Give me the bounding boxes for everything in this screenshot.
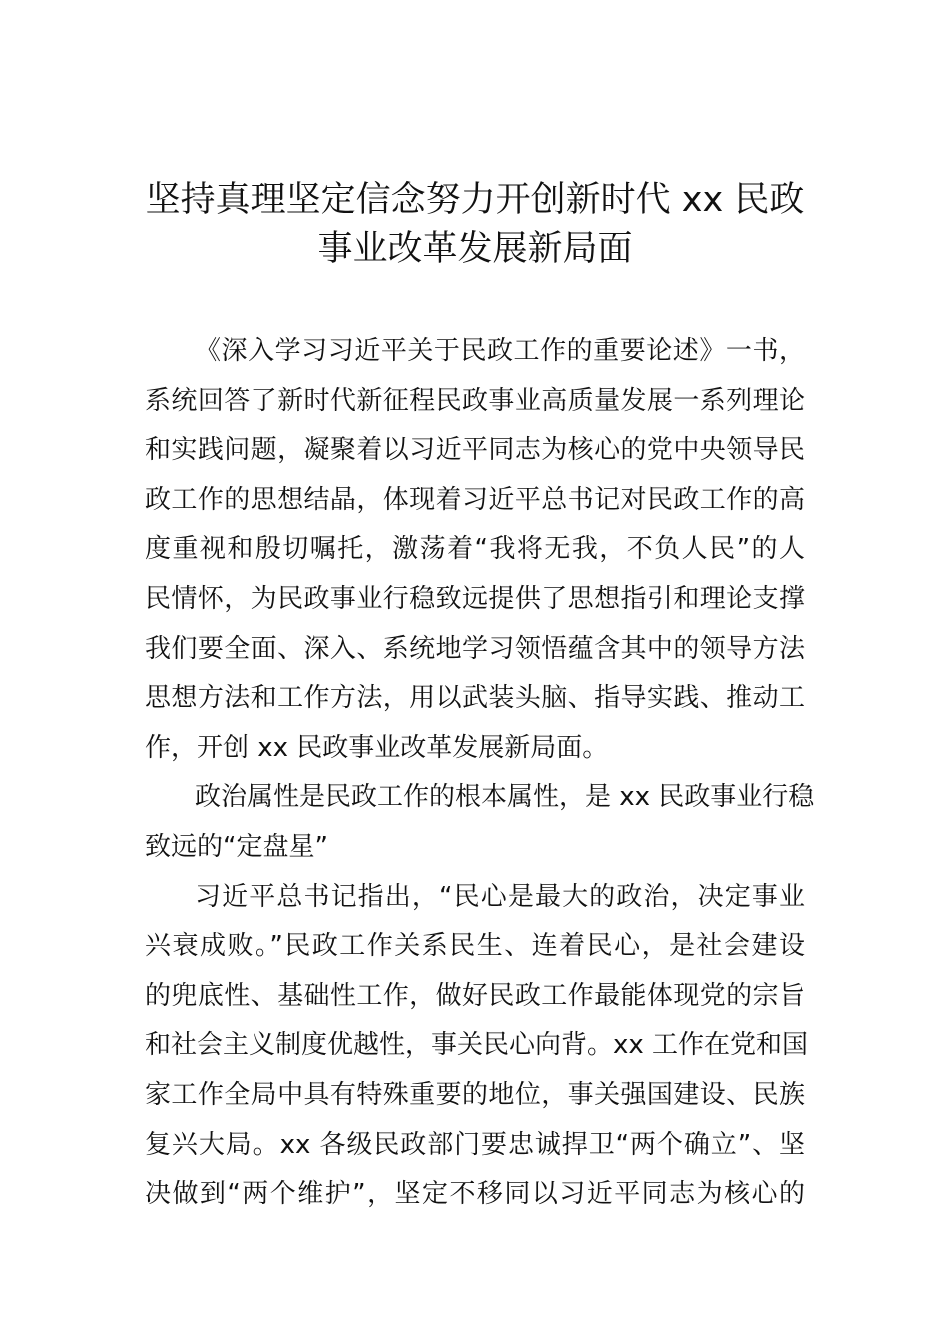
paragraph-line: 的兜底性、基础性工作，做好民政工作最能体现党的宗旨: [145, 981, 805, 1011]
paragraph-line: 致远的“定盘星”: [145, 832, 328, 862]
paragraph-line: 度重视和殷切嘱托，激荡着“我将无我，不负人民”的人: [145, 534, 805, 564]
paragraph-line: 决做到“两个维护”，坚定不移同以习近平同志为核心的: [145, 1179, 805, 1209]
paragraph-line: 兴衰成败。”民政工作关系民生、连着民心，是社会建设: [145, 931, 805, 961]
paragraph-line: 作，开创 xx 民政事业改革发展新局面。: [145, 733, 609, 763]
paragraph-line: 政治属性是民政工作的根本属性，是 xx 民政事业行稳: [195, 782, 815, 812]
document-title-line-1: 坚持真理坚定信念努力开创新时代 xx 民政: [145, 180, 805, 220]
paragraph-line: 系统回答了新时代新征程民政事业高质量发展一系列理论: [145, 386, 805, 416]
paragraph-line: 政工作的思想结晶，体现着习近平总书记对民政工作的高: [145, 485, 805, 515]
paragraph-line: 复兴大局。xx 各级民政部门要忠诚捍卫“两个确立”、坚: [145, 1130, 805, 1160]
paragraph-line: 习近平总书记指出，“民心是最大的政治，决定事业: [195, 882, 805, 912]
paragraph-line: 民情怀，为民政事业行稳致远提供了思想指引和理论支撑: [145, 584, 805, 614]
document-title-line-2: 事业改革发展新局面: [317, 229, 633, 269]
paragraph-line: 思想方法和工作方法，用以武装头脑、指导实践、推动工: [145, 683, 805, 713]
paragraph-line: 我们要全面、深入、系统地学习领悟蕴含其中的领导方法: [145, 634, 805, 664]
paragraph-line: 和实践问题，凝聚着以习近平同志为核心的党中央领导民: [145, 435, 805, 465]
paragraph-line: 《深入学习习近平关于民政工作的重要论述》一书，: [195, 336, 805, 366]
paragraph-line: 和社会主义制度优越性，事关民心向背。xx 工作在党和国: [145, 1030, 809, 1060]
paragraph-line: 家工作全局中具有特殊重要的地位，事关强国建设、民族: [145, 1080, 805, 1110]
